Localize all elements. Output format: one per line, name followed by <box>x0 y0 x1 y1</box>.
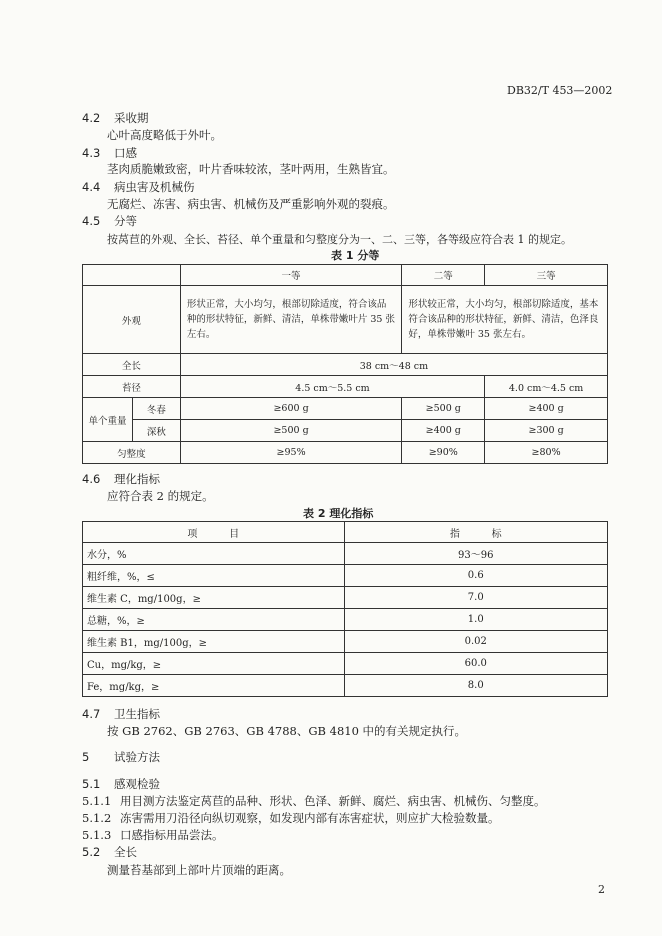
table-row <box>83 631 608 653</box>
section-number: 4.5 <box>82 214 101 228</box>
section-number: 5.2 <box>82 845 101 859</box>
physicochemical-table <box>82 521 608 697</box>
grade-table <box>82 264 608 464</box>
section-4-5-heading <box>82 213 137 229</box>
item-value: 8.0 <box>344 675 608 697</box>
section-4-6-heading <box>82 471 160 487</box>
item-label: 总糖，%，≥ <box>83 609 345 631</box>
uniformity-grade3: ≥80% <box>485 442 608 464</box>
section-5-1-1 <box>82 793 546 809</box>
section-title: 试验方法 <box>114 750 160 764</box>
weight-autumn-grade1: ≥500 g <box>180 420 402 442</box>
section-number: 4.4 <box>82 180 101 194</box>
section-number: 5.1.1 <box>82 794 112 808</box>
table-row <box>83 376 608 398</box>
header-index: 指 标 <box>344 522 608 543</box>
table-row <box>83 398 608 420</box>
section-number: 5.1 <box>82 777 101 791</box>
grade-header-2: 二等 <box>402 265 485 286</box>
item-label: Cu，mg/kg，≥ <box>83 653 345 675</box>
table-row <box>83 609 608 631</box>
section-4-3-heading <box>82 145 137 161</box>
section-title: 采收期 <box>114 111 149 125</box>
section-title: 口感 <box>114 146 137 160</box>
section-5-heading <box>82 749 160 765</box>
item-value: 93～96 <box>344 543 608 565</box>
section-number: 5.1.2 <box>82 811 112 825</box>
table2-caption: 表 2 理化指标 <box>303 507 374 520</box>
item-label: 维生素 B1，mg/100g，≥ <box>83 631 345 653</box>
diameter-grade12: 4.5 cm～5.5 cm <box>180 376 484 398</box>
appearance-grade23: 形状较正常，大小均匀，根部切除适度，基本符合该品种的形状特征，新鲜、清洁，色泽良好，单株带嫩叶 35 张左右。 <box>402 286 608 354</box>
section-5-1-2 <box>82 810 500 826</box>
header-item: 项 目 <box>83 522 345 543</box>
row-label-length: 全长 <box>83 354 181 376</box>
section-5-1-3 <box>82 827 224 843</box>
weight-winter-grade1: ≥600 g <box>180 398 402 420</box>
section-4-5-body: 按莴苣的外观、全长、苔径、单个重量和匀整度分为一、二、三等，各等级应符合表 1 的规定。 <box>107 233 572 246</box>
table-row <box>83 522 608 543</box>
row-label-diameter: 苔径 <box>83 376 181 398</box>
section-number: 5 <box>82 750 90 764</box>
table1-caption: 表 1 分等 <box>331 249 380 262</box>
table-row <box>83 354 608 376</box>
section-5-2-body: 测量苔基部到上部叶片顶端的距离。 <box>107 863 291 877</box>
section-4-2-body: 心叶高度略低于外叶。 <box>107 128 222 142</box>
item-label: 水分，% <box>83 543 345 565</box>
section-5-1-heading <box>82 776 160 792</box>
item-value: 60.0 <box>344 653 608 675</box>
section-4-3-body: 茎肉质脆嫩致密，叶片香味较浓，茎叶两用，生熟皆宜。 <box>107 162 395 176</box>
table-row <box>83 442 608 464</box>
table-row <box>83 286 608 354</box>
section-title: 病虫害及机械伤 <box>114 180 195 194</box>
section-number: 4.7 <box>82 707 101 721</box>
length-value: 38 cm～48 cm <box>180 354 607 376</box>
item-label: 维生素 C，mg/100g，≥ <box>83 587 345 609</box>
section-number: 5.1.3 <box>82 828 112 842</box>
section-title: 全长 <box>114 845 137 859</box>
section-5-2-heading <box>82 844 137 860</box>
uniformity-grade2: ≥90% <box>402 442 485 464</box>
table-row <box>83 543 608 565</box>
section-body: 冻害需用刀沿径向纵切观察，如发现内部有冻害症状，则应扩大检验数量。 <box>120 811 500 825</box>
weight-autumn-grade3: ≥300 g <box>485 420 608 442</box>
appearance-grade1: 形状正常，大小均匀，根部切除适度，符合该品种的形状特征，新鲜、清洁，单株带嫩叶片 35 张左右。 <box>180 286 402 354</box>
section-number: 4.2 <box>82 111 101 125</box>
table-row <box>83 653 608 675</box>
table-row <box>83 675 608 697</box>
section-title: 理化指标 <box>114 472 160 486</box>
season-winter: 冬春 <box>132 398 180 420</box>
grade-header-1: 一等 <box>180 265 402 286</box>
season-autumn: 深秋 <box>132 420 180 442</box>
section-number: 4.6 <box>82 472 101 486</box>
row-label-weight: 单个重量 <box>83 398 133 442</box>
page-number: 2 <box>598 883 605 896</box>
section-title: 卫生指标 <box>114 707 160 721</box>
standard-code: DB32/T 453—2002 <box>507 84 613 97</box>
weight-winter-grade3: ≥400 g <box>485 398 608 420</box>
section-title: 感观检验 <box>114 777 160 791</box>
grade-header-blank <box>83 265 181 286</box>
section-body: 用目测方法鉴定莴苣的品种、形状、色泽、新鲜、腐烂、病虫害、机械伤、匀整度。 <box>120 794 546 808</box>
table-row <box>83 265 608 286</box>
item-label: Fe，mg/kg，≥ <box>83 675 345 697</box>
section-4-6-body: 应符合表 2 的规定。 <box>107 489 214 503</box>
row-label-appearance: 外观 <box>83 286 181 354</box>
table-row <box>83 587 608 609</box>
item-value: 1.0 <box>344 609 608 631</box>
item-value: 0.02 <box>344 631 608 653</box>
section-body: 口感指标用品尝法。 <box>120 828 224 842</box>
table-row <box>83 420 608 442</box>
item-value: 0.6 <box>344 565 608 587</box>
section-title: 分等 <box>114 214 137 228</box>
weight-winter-grade2: ≥500 g <box>402 398 485 420</box>
section-4-2-heading <box>82 110 149 126</box>
item-label: 粗纤维，%，≤ <box>83 565 345 587</box>
grade-header-3: 三等 <box>485 265 608 286</box>
section-4-7-heading <box>82 706 160 722</box>
section-4-7-body: 按 GB 2762、GB 2763、GB 4788、GB 4810 中的有关规定执行。 <box>107 724 467 738</box>
table-row <box>83 565 608 587</box>
weight-autumn-grade2: ≥400 g <box>402 420 485 442</box>
diameter-grade3: 4.0 cm～4.5 cm <box>485 376 608 398</box>
section-4-4-body: 无腐烂、冻害、病虫害、机械伤及严重影响外观的裂痕。 <box>107 197 395 211</box>
section-4-4-heading <box>82 179 195 195</box>
row-label-uniformity: 匀整度 <box>83 442 181 464</box>
section-number: 4.3 <box>82 146 101 160</box>
item-value: 7.0 <box>344 587 608 609</box>
uniformity-grade1: ≥95% <box>180 442 402 464</box>
